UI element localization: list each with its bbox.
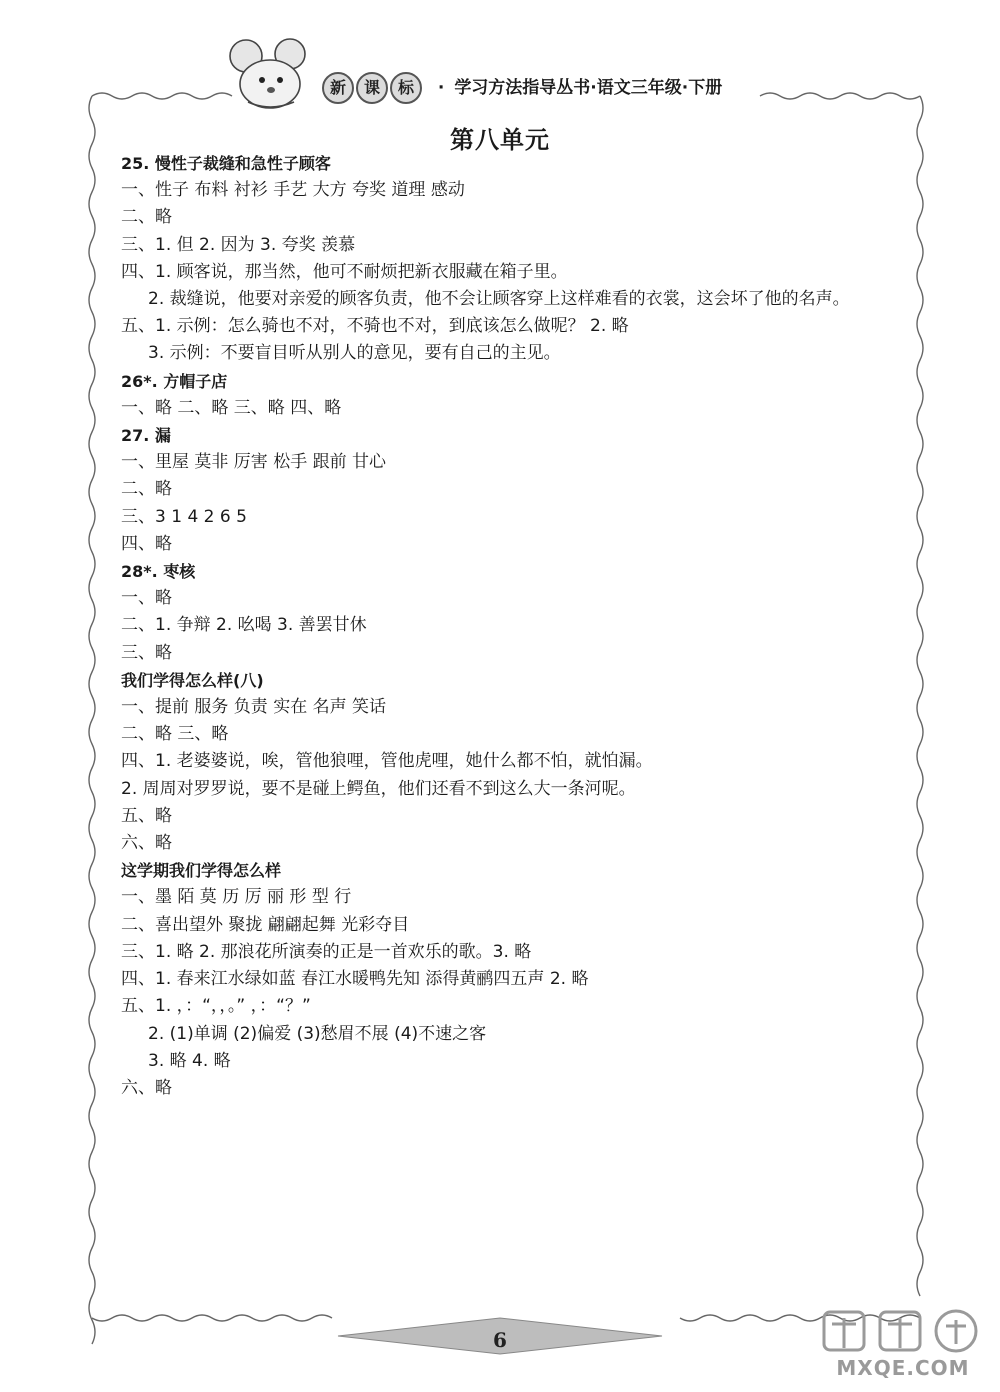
watermark-logo: [818, 1304, 988, 1382]
answer-line: 四、1. 老婆婆说，唉，管他狼哩，管他虎哩，她什么都不怕，就怕漏。: [121, 751, 653, 772]
answer-line: 五、1. 示例：怎么骑也不对，不骑也不对，到底该怎么做呢？ 2. 略: [121, 316, 629, 337]
answer-line: 三、略: [121, 642, 172, 663]
answer-line: 二、略: [121, 479, 172, 500]
page-number: 6: [493, 1328, 507, 1352]
answer-line: 一、略 二、略 三、略 四、略: [121, 397, 342, 418]
answer-line: 二、喜出望外 聚拢 翩翩起舞 光彩夺目: [121, 914, 410, 935]
watermark-brand-icon: [818, 1304, 988, 1356]
answer-content: [121, 150, 901, 1102]
answer-line: 二、略 三、略: [121, 724, 229, 745]
answer-line: 3. 示例：不要盲目听从别人的意见，要有自己的主见。: [148, 343, 561, 364]
answer-line: 一、墨 陌 莫 历 厉 丽 形 型 行: [121, 887, 352, 908]
unit-title: 第八单元: [450, 126, 550, 154]
answer-line: 二、1. 争辩 2. 吆喝 3. 善罢甘休: [121, 615, 367, 636]
section-heading: 28*. 枣核: [121, 562, 196, 582]
answer-line: 3. 略 4. 略: [148, 1050, 231, 1071]
badge-char: 课: [356, 72, 388, 104]
answer-line: 2. 裁缝说，他要对亲爱的顾客负责，他不会让顾客穿上这样难看的衣裳，这会坏了他的名声。: [148, 289, 850, 310]
section-heading: 27. 漏: [121, 426, 171, 446]
series-header: [322, 72, 722, 104]
answer-line: 四、略: [121, 533, 172, 554]
section-heading: 26*. 方帽子店: [121, 371, 228, 391]
answer-line: 五、略: [121, 805, 172, 826]
answer-line: 四、1. 顾客说，那当然，他可不耐烦把新衣服藏在箱子里。: [121, 261, 568, 282]
series-title: 学习方法指导丛书·语文三年级·下册: [454, 78, 723, 98]
watermark-site: MXQE.COM: [836, 1356, 970, 1380]
badge-char: 新: [322, 72, 354, 104]
section-heading: 这学期我们学得怎么样: [121, 861, 282, 881]
header-separator: ·: [437, 78, 445, 98]
answer-line: 四、1. 春来江水绿如蓝 春江水暖鸭先知 添得黄鹂四五声 2. 略: [121, 969, 589, 990]
series-badges: [322, 72, 424, 104]
answer-line: 五、1. ，：“，，。” ，：“？”: [121, 996, 311, 1017]
answer-line: 三、1. 略 2. 那浪花所演奏的正是一首欢乐的歌。3. 略: [121, 941, 532, 962]
answer-line: 三、3 1 4 2 6 5: [121, 506, 247, 527]
answer-line: 一、性子 布料 衬衫 手艺 大方 夸奖 道理 感动: [121, 180, 465, 201]
answer-line: 六、略: [121, 833, 172, 854]
answer-line: 一、提前 服务 负责 实在 名声 笑话: [121, 697, 387, 718]
badge-char: 标: [390, 72, 422, 104]
answer-line: 三、1. 但 2. 因为 3. 夸奖 羡慕: [121, 234, 356, 255]
answer-line: 2. 周周对罗罗说，要不是碰上鳄鱼，他们还看不到这么大一条河呢。: [121, 778, 636, 799]
answer-line: 六、略: [121, 1077, 172, 1098]
answer-line: 一、略: [121, 588, 172, 609]
answer-line: 二、略: [121, 207, 172, 228]
mouse-mascot-icon: [228, 38, 318, 112]
section-heading: 我们学得怎么样(八): [121, 670, 264, 690]
section-heading: 25. 慢性子裁缝和急性子顾客: [121, 154, 331, 173]
answer-line: 一、里屋 莫非 厉害 松手 跟前 甘心: [121, 452, 387, 473]
answer-line: 2. (1)单调 (2)偏爱 (3)愁眉不展 (4)不速之客: [148, 1023, 487, 1044]
